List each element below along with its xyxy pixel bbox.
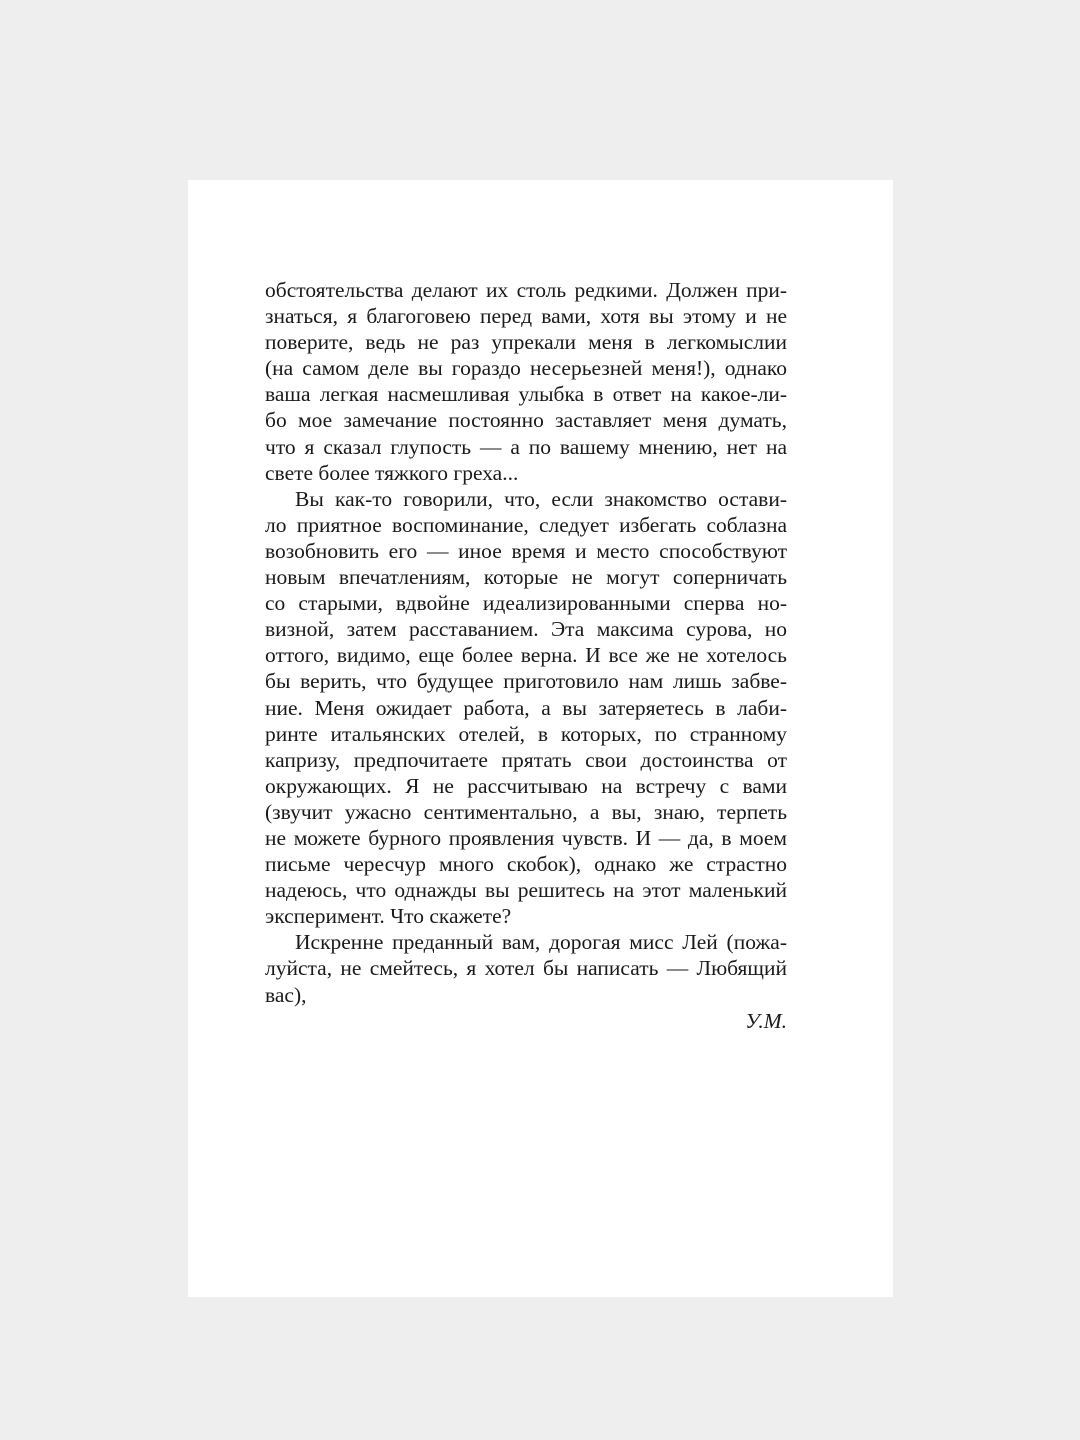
text-line: знаться, я благоговею перед вами, хотя вы этому и не [265, 304, 787, 329]
text-line: возобновить его — иное время и место способствуют [265, 538, 787, 563]
text-line: новым впечатлениям, которые не могут соперничать [265, 565, 787, 590]
paragraph-1 [265, 277, 787, 486]
text-line: Искренне преданный вам, дорогая мисс Лей (пожа- [295, 930, 787, 955]
book-page [188, 180, 893, 1297]
paragraph-3 [265, 929, 787, 1007]
text-line: капризу, предпочитаете прятать свои достоинства от [265, 747, 787, 772]
text-line: ринте итальянских отелей, в которых, по странному [265, 721, 787, 746]
text-line: бо мое замечание постоянно заставляет меня думать, [265, 408, 787, 433]
text-line: со старыми, вдвойне идеализированными сперва но- [265, 591, 787, 616]
page-text [265, 277, 787, 1034]
text-line: поверите, ведь не раз упрекали меня в легкомыслии [265, 330, 787, 355]
text-line: что я сказал глупость — а по вашему мнению, нет на [265, 434, 787, 459]
text-line: оттого, видимо, еще более верна. И все же не хотелось [265, 643, 787, 668]
paragraph-2 [265, 486, 787, 930]
text-line: надеюсь, что однажды вы решитесь на этот маленький [265, 878, 787, 903]
text-line: Вы как-то говорили, что, если знакомство остави- [295, 486, 787, 511]
text-line: окружающих. Я не рассчитываю на встречу с вами [265, 773, 787, 798]
text-line: (на самом деле вы гораздо несерьезней меня!), однако [265, 356, 787, 381]
text-line: бы верить, что будущее приготовило нам лишь забве- [265, 669, 787, 694]
text-line: эксперимент. Что скажете? [265, 904, 512, 929]
text-line: ваша легкая насмешливая улыбка в ответ на какое-ли- [265, 382, 787, 407]
signature: У.М. [745, 1008, 787, 1033]
text-line: ло приятное воспоминание, следует избегать соблазна [265, 512, 787, 537]
text-line: луйста, не смейтесь, я хотел бы написать — Любящий [265, 956, 787, 981]
text-line: свете более тяжкого греха... [265, 460, 519, 485]
text-line: визной, затем расставанием. Эта максима сурова, но [265, 617, 787, 642]
text-line: не можете бурного проявления чувств. И — да, в моем [265, 825, 787, 850]
text-line: (звучит ужасно сентиментально, а вы, знаю, терпеть [265, 799, 787, 824]
text-line: письме чересчур много скобок), однако же страстно [265, 852, 787, 877]
text-line: вас), [265, 982, 307, 1007]
text-line: обстоятельства делают их столь редкими. Должен при- [265, 278, 787, 302]
text-line: ние. Меня ожидает работа, а вы затеряетесь в лаби- [265, 695, 787, 720]
